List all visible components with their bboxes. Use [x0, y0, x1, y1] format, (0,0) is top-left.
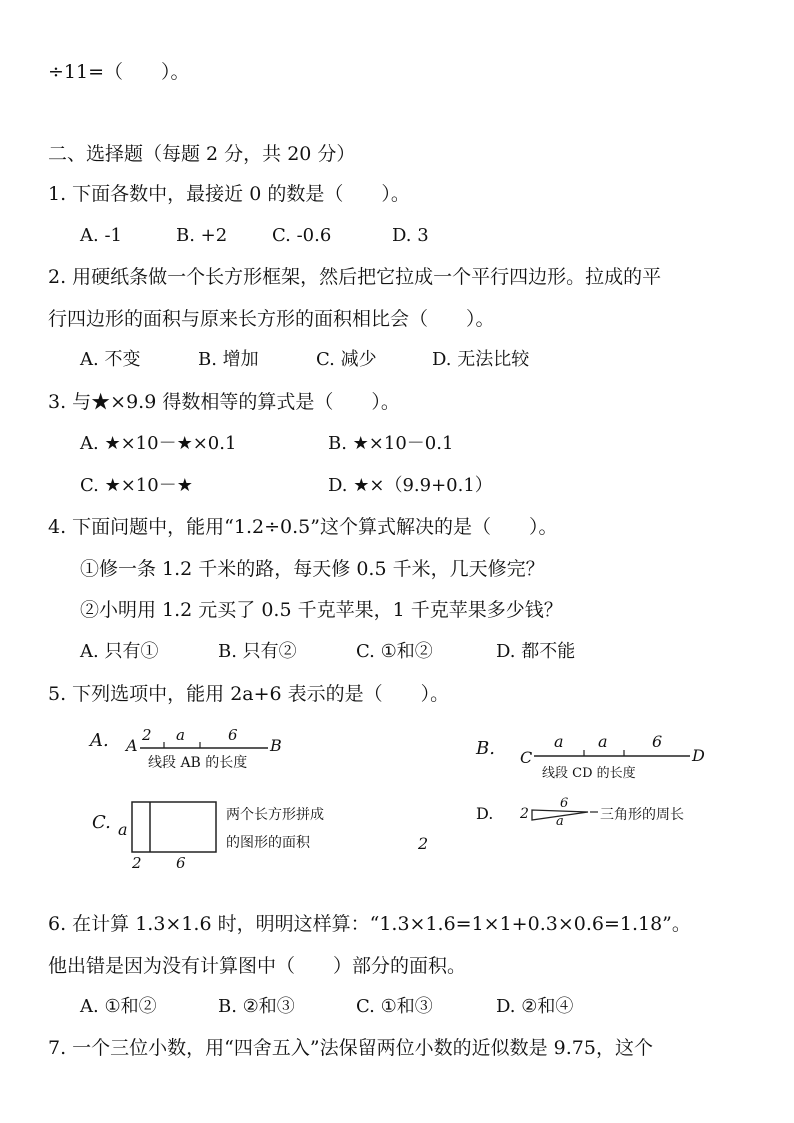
figure-b-start: C	[520, 748, 533, 767]
figure-c-caption-1: 两个长方形拼成	[226, 807, 324, 823]
q2-option-d[interactable]: D. 无法比较	[432, 349, 530, 370]
q3-option-b[interactable]: B. ★×10－0.1	[328, 433, 454, 454]
question-4-stem: 4. 下面问题中，能用“1.2÷0.5”这个算式解决的是（ ）。	[48, 516, 558, 538]
figure-a-caption: 线段 AB 的长度	[148, 755, 248, 771]
q3-option-c[interactable]: C. ★×10－★	[80, 475, 193, 496]
q1-option-a[interactable]: A. -1	[80, 225, 122, 246]
figure-d[interactable]	[476, 798, 716, 834]
figure-a-start: A	[126, 736, 138, 755]
figure-b[interactable]	[476, 730, 716, 786]
q4-option-c[interactable]: C. ①和②	[356, 641, 433, 662]
q3-option-d[interactable]: D. ★×（9.9+0.1）	[328, 475, 493, 496]
q1-option-c[interactable]: C. -0.6	[272, 225, 332, 246]
question-3-stem: 3. 与★×9.9 得数相等的算式是（ ）。	[48, 391, 400, 413]
q1-option-b[interactable]: B. +2	[176, 225, 228, 246]
figure-b-letter: B.	[476, 738, 495, 759]
q2-option-a[interactable]: A. 不变	[80, 349, 141, 370]
question-2-stem-line2: 行四边形的面积与原来长方形的面积相比会（ ）。	[48, 308, 495, 330]
figure-a-seg3: 6	[228, 726, 238, 744]
question-6-stem-line2: 他出错是因为没有计算图中（ ）部分的面积。	[48, 955, 467, 977]
continuation-text: ÷11=（ ）。	[48, 61, 190, 83]
question-4-item-1: ①修一条 1.2 千米的路，每天修 0.5 千米，几天修完？	[80, 558, 545, 580]
q2-option-b[interactable]: B. 增加	[198, 349, 259, 370]
figure-b-seg1: a	[554, 732, 564, 751]
figure-c-side: a	[118, 820, 128, 839]
figure-a-seg2: a	[176, 726, 185, 744]
figure-d-side-3: a	[556, 814, 564, 829]
q1-option-d[interactable]: D. 3	[392, 225, 429, 246]
q6-option-d[interactable]: D. ②和④	[496, 996, 574, 1017]
figure-c-width-1: 2	[132, 854, 142, 872]
figure-b-seg3: 6	[652, 732, 663, 751]
q6-option-a[interactable]: A. ①和②	[80, 996, 157, 1017]
figure-c-letter: C.	[92, 812, 111, 833]
figure-b-seg2: a	[598, 732, 608, 751]
figure-a-seg1: 2	[142, 726, 152, 744]
figure-b-end: D	[692, 746, 705, 765]
figure-a-letter: A.	[90, 730, 109, 751]
question-1-stem: 1. 下面各数中，最接近 0 的数是（ ）。	[48, 183, 410, 205]
question-6-stem-line1: 6. 在计算 1.3×1.6 时，明明这样算：“1.3×1.6=1×1+0.3×0.6=1.18”。	[48, 913, 691, 935]
question-2-stem-line1: 2. 用硬纸条做一个长方形框架，然后把它拉成一个平行四边形。拉成的平	[48, 266, 662, 288]
q2-option-c[interactable]: C. 减少	[316, 349, 377, 370]
q4-option-a[interactable]: A. 只有①	[80, 641, 159, 662]
figure-a-end: B	[270, 736, 282, 755]
q3-option-a[interactable]: A. ★×10－★×0.1	[80, 433, 237, 454]
figure-b-caption: 线段 CD 的长度	[542, 766, 636, 781]
q4-option-b[interactable]: B. 只有②	[218, 641, 297, 662]
figure-d-side-2: 6	[560, 796, 569, 811]
q6-option-c[interactable]: C. ①和③	[356, 996, 433, 1017]
figure-d-side-1: 2	[520, 806, 529, 822]
figure-c-width-2: 6	[176, 854, 186, 872]
question-7-stem-line1: 7. 一个三位小数，用“四舍五入”法保留两位小数的近似数是 9.75，这个	[48, 1037, 653, 1059]
section-title: 二、选择题（每题 2 分，共 20 分）	[48, 143, 356, 165]
figure-c-caption-2: 的图形的面积	[226, 835, 310, 851]
question-5-stem: 5. 下列选项中，能用 2a+6 表示的是（ ）。	[48, 683, 450, 705]
figure-c[interactable]	[90, 800, 360, 876]
figure-a[interactable]	[90, 722, 300, 782]
question-4-item-2: ②小明用 1.2 元买了 0.5 千克苹果，1 千克苹果多少钱？	[80, 599, 563, 621]
figure-d-letter: D.	[476, 804, 494, 823]
q4-option-d[interactable]: D. 都不能	[496, 641, 576, 662]
q6-option-b[interactable]: B. ②和③	[218, 996, 295, 1017]
stray-mark: 2	[418, 834, 429, 853]
figure-d-caption: 三角形的周长	[600, 807, 684, 823]
